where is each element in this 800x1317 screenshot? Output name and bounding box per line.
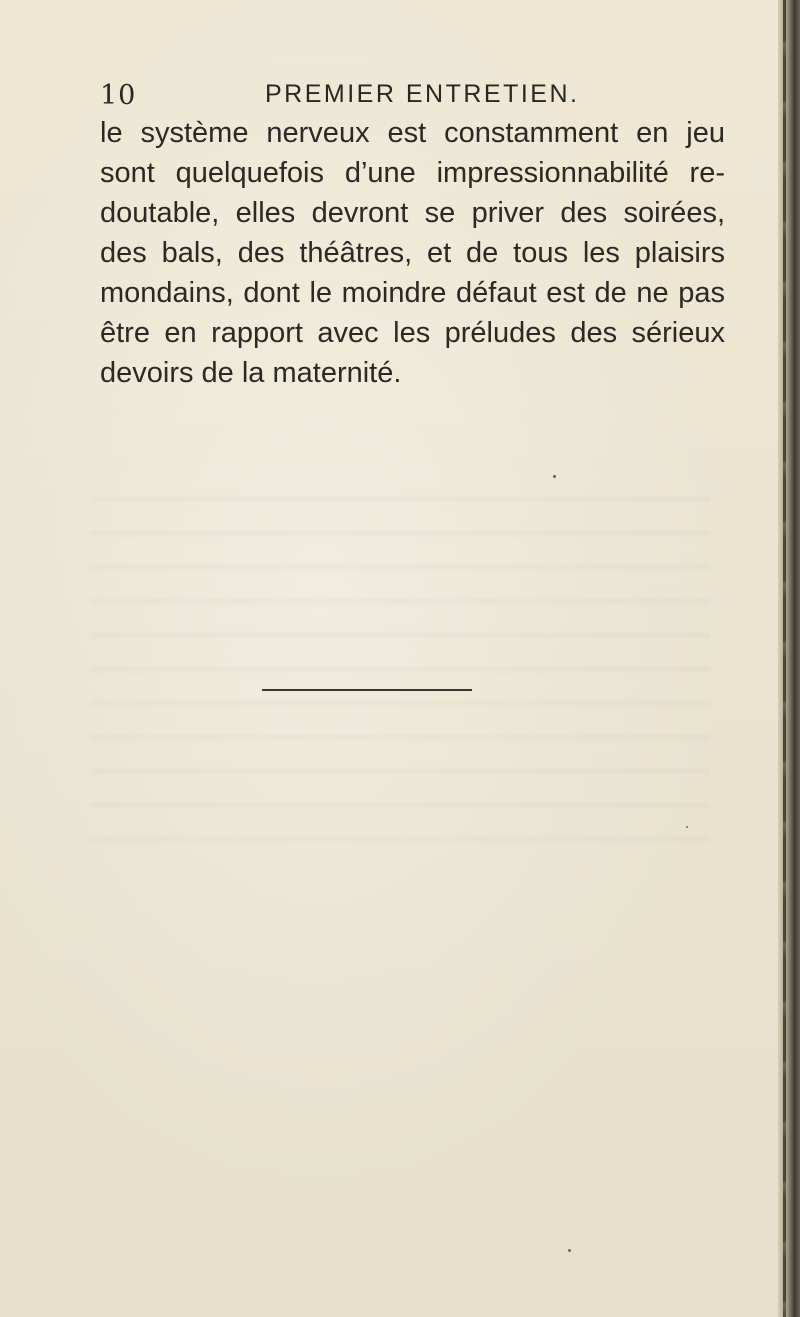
paper-speck [686,826,688,828]
body-paragraph [100,113,725,393]
text-line: le système nerveux est constamment en jeu [100,117,725,149]
text-line: être en rapport avec les préludes des sérieux [100,317,725,349]
binding-edge [783,0,786,1317]
text-line: doutable, elles devront se priver des soirées, [100,197,725,229]
paper-speck [553,475,556,478]
text-line: sont quelquefois d’une impressionnabilité re- [100,157,725,189]
section-end-rule [262,689,472,691]
page-edge-shadow [778,0,800,1317]
text-line: des bals, des théâtres, et de tous les plaisirs [100,237,725,269]
paper-speck [568,1249,571,1252]
running-head: PREMIER ENTRETIEN. [265,80,580,108]
show-through-texture [90,470,710,870]
text-line: devoirs de la maternité. [100,357,402,389]
text-line: mondains, dont le moindre défaut est de ne pas [100,277,725,309]
page-number: 10 [100,80,137,111]
